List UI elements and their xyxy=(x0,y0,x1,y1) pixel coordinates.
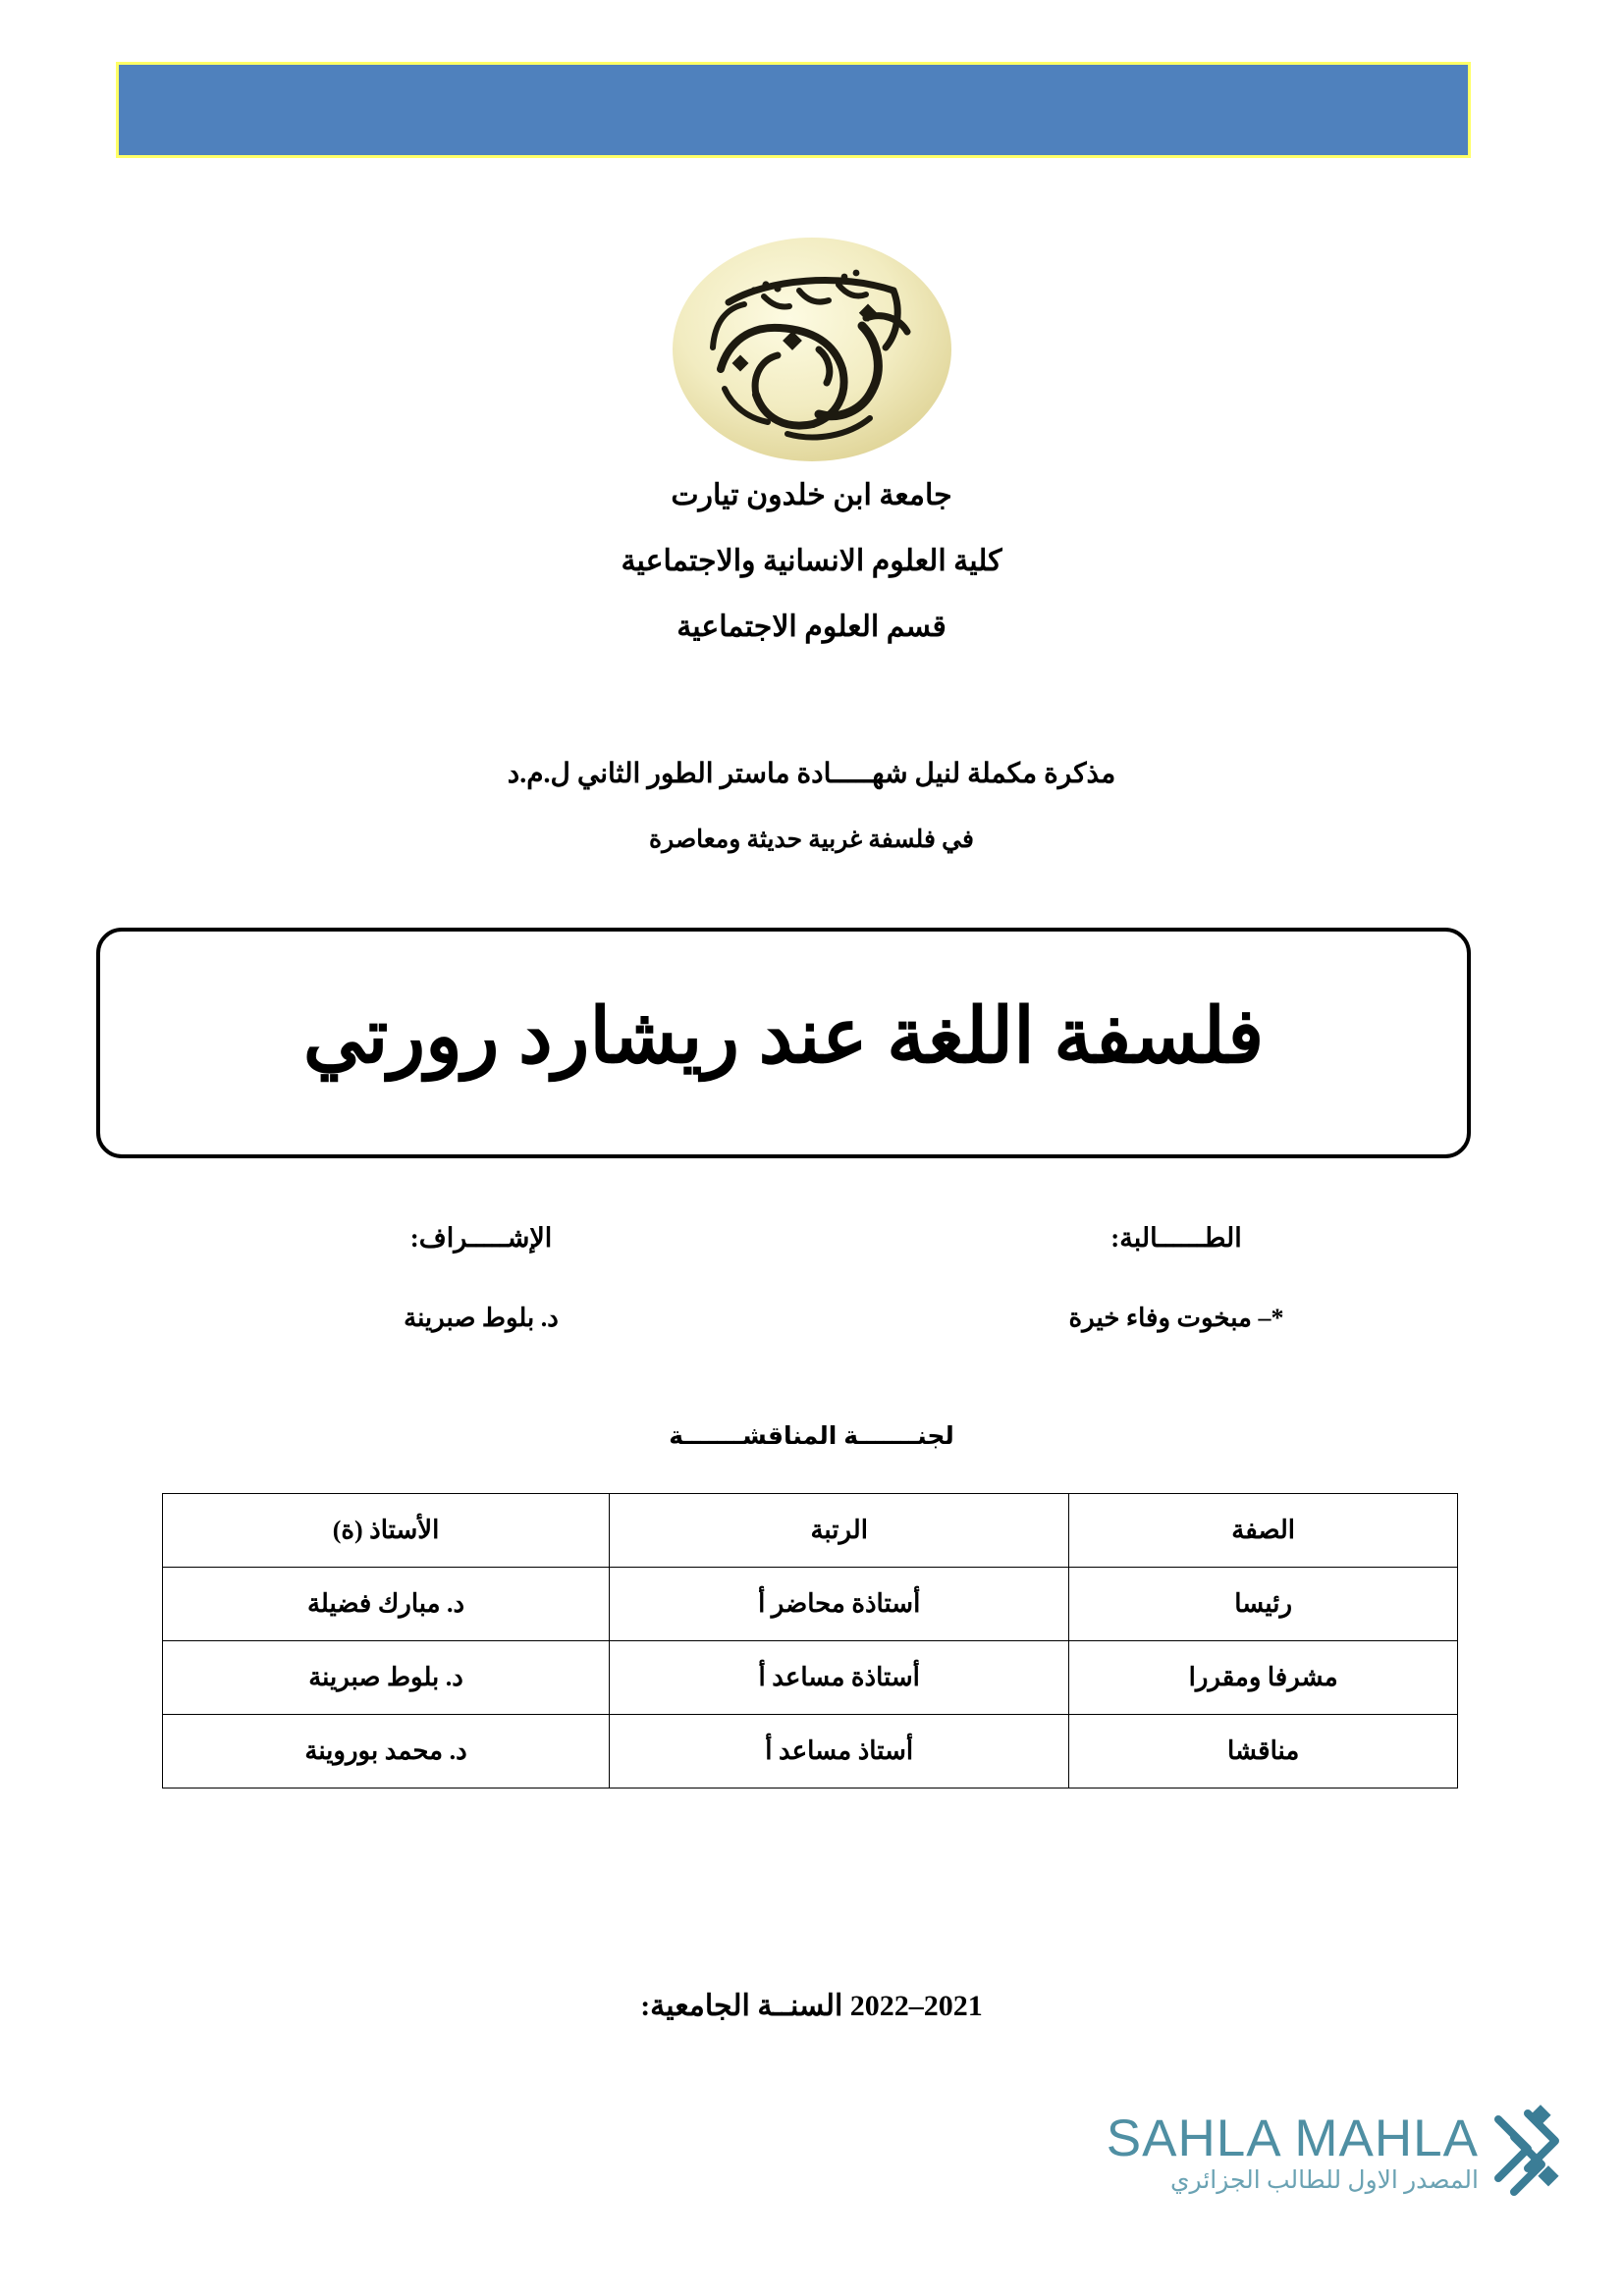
table-row xyxy=(163,1715,1458,1789)
academic-year xyxy=(0,1989,1623,2023)
thesis-title-box xyxy=(96,928,1471,1158)
supervisor-block xyxy=(353,1225,609,1331)
academic-year-label: السنــة الجامعية: xyxy=(640,1990,843,2022)
table-header-row xyxy=(163,1494,1458,1568)
cell-professor: د. مبارك فضيلة xyxy=(163,1568,610,1641)
supervisor-name: د. بلوط صبرينة xyxy=(404,1304,559,1332)
cell-professor: د. محمد بوروينة xyxy=(163,1715,610,1789)
cell-role: رئيسا xyxy=(1069,1568,1458,1641)
committee-heading: لجنـــــــة المناقشـــــــة xyxy=(669,1422,954,1450)
watermark-subtitle: المصدر الاول للطالب الجزائري xyxy=(1169,2166,1479,2194)
university-name: جامعة ابن خلدون تيارت xyxy=(671,479,952,511)
cell-role: مناقشا xyxy=(1069,1715,1458,1789)
degree-line-specialty: في فلسفة غربية حديثة ومعاصرة xyxy=(649,827,974,853)
people-section xyxy=(0,1225,1623,1362)
watermark-title: SAHLA MAHLA xyxy=(1106,2109,1479,2167)
student-label: الطــــــالبة: xyxy=(1110,1223,1242,1253)
degree-statement xyxy=(0,761,1623,852)
cell-rank: أستاذ مساعد أ xyxy=(610,1715,1069,1789)
column-header-role: الصفة xyxy=(1069,1494,1458,1568)
institution-header xyxy=(0,481,1623,678)
committee-table xyxy=(162,1493,1458,1789)
faculty-name: كلية العلوم الانسانية والاجتماعية xyxy=(621,545,1002,577)
table-row xyxy=(163,1641,1458,1715)
university-seal-icon xyxy=(670,232,954,467)
column-header-rank: الرتبة xyxy=(610,1494,1069,1568)
thesis-title: فلسفة اللغة عند ريشارد رورتي xyxy=(302,992,1265,1079)
cell-role: مشرفا ومقررا xyxy=(1069,1641,1458,1715)
department-name: قسم العلوم الاجتماعية xyxy=(676,611,947,643)
student-name: *– مبخوت وفاء خيرة xyxy=(1068,1304,1284,1332)
sahla-mahla-watermark xyxy=(1107,2104,1569,2203)
top-decorative-banner xyxy=(116,62,1471,158)
cell-rank: أستاذة مساعد أ xyxy=(610,1641,1069,1715)
supervisor-label: الإشـــــراف: xyxy=(409,1223,553,1253)
degree-line-primary: مذكرة مكملة لنيل شهـــــادة ماستر الطور الثاني ل.م.د xyxy=(507,759,1116,789)
watermark-texts xyxy=(1106,2109,1479,2195)
sahla-mahla-knot-icon xyxy=(1485,2104,1569,2203)
column-header-professor: الأستاذ (ة) xyxy=(163,1494,610,1568)
student-block xyxy=(1029,1225,1324,1331)
academic-year-value: 2021–2022 xyxy=(849,1990,983,2022)
cell-professor: د. بلوط صبرينة xyxy=(163,1641,610,1715)
university-logo-container xyxy=(0,232,1623,467)
cell-rank: أستاذة محاضر أ xyxy=(610,1568,1069,1641)
table-row xyxy=(163,1568,1458,1641)
